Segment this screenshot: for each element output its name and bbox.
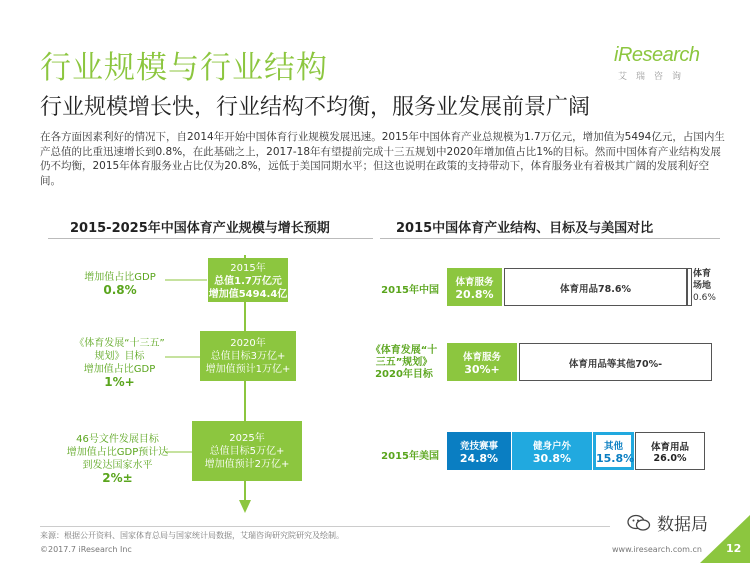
wechat-icon xyxy=(627,514,651,532)
footer-source: 来源：根据公开资料、国家体育总局与国家统计局数据，艾瑞咨询研究院研究及绘制。 xyxy=(40,531,344,540)
seg-usa-competition: 竞技赛事 24.8% xyxy=(447,432,511,470)
page-subtitle: 行业规模增长快，行业结构不均衡，服务业发展前景广阔 xyxy=(40,95,591,120)
seg-usa-other: 其他 15.8% xyxy=(593,432,634,470)
right-chart-title: 2015中国体育产业结构、目标及与美国对比 xyxy=(396,221,654,236)
step-2020-year: 2020年 xyxy=(230,338,266,349)
bar-usa-2015 xyxy=(447,432,712,470)
row-label-usa-2015: 2015年美国 xyxy=(381,451,439,462)
iresearch-logo xyxy=(614,44,710,82)
step-2015-total: 总值1.7万亿元 xyxy=(214,276,282,287)
row-label-china-2015: 2015年中国 xyxy=(381,285,439,296)
side-2020-value: 1%+ xyxy=(104,375,135,389)
bar-2020-target xyxy=(447,343,712,381)
bar-china-2015 xyxy=(447,268,716,306)
step-2020-added: 增加值预计1万亿+ xyxy=(205,364,291,375)
intro-paragraph: 在各方面因素利好的情况下，自2014年开始中国体育行业规模发展迅速。2015年中国体育产业总规模为1.7万亿元，增加值为5494亿元，占国内生产总值的比重迅速增长到0.8%，在此基础之上，2017-18年有望提前完成十三五规划中2020年增加值占比1%的目标。然而中国体育产业结构发展仍不均衡，2015年体育服务业占比仅为20.8%，远低于美国同期水平；但这也说明在政策的支持带动下，体育服务业有着极其广阔的发展利好空间。 xyxy=(40,131,725,187)
footer-url: www.iresearch.com.cn xyxy=(612,545,702,554)
side-2025-text-2: 增加值占比GDP预计达 xyxy=(66,447,169,458)
footer-divider xyxy=(40,526,610,527)
row2-label-2: 三五”规划》 xyxy=(375,357,433,368)
step-2025-year: 2025年 xyxy=(229,433,265,444)
seg-usa-fitness: 健身户外 30.8% xyxy=(512,432,592,470)
side-label-2020 xyxy=(62,337,177,389)
footer-copyright: ©2017.7 iResearch Inc xyxy=(40,545,132,554)
step-2025-added: 增加值预计2万亿+ xyxy=(204,459,290,470)
seg-usa-goods: 体育用品 26.0% xyxy=(635,432,705,470)
page-title: 行业规模与行业结构 xyxy=(40,50,328,86)
side-2025-text-3: 到发达国家水平 xyxy=(82,460,153,471)
left-title-divider xyxy=(48,238,373,239)
step-2015-year: 2015年 xyxy=(230,263,266,274)
side-2025-value: 2%± xyxy=(102,471,133,485)
side-2015-value: 0.8% xyxy=(103,283,137,297)
page-number: 12 xyxy=(726,542,742,555)
step-2015-box xyxy=(208,258,288,302)
logo-text: iResearch xyxy=(614,44,700,66)
left-chart-title: 2015-2025年中国体育产业规模与增长预期 xyxy=(70,221,330,236)
side-2025-text-1: 46号文件发展目标 xyxy=(76,434,159,445)
step-2015-added: 增加值5494.4亿 xyxy=(208,289,288,300)
logo-subtext: 艾瑞咨询 xyxy=(618,72,691,82)
side-2020-text-2: 规划》目标 xyxy=(94,351,145,362)
seg-china-service: 体育服务 20.8% xyxy=(447,268,502,306)
row2-label-3: 2020年目标 xyxy=(375,369,433,380)
seg-2020-goods: 体育用品等其他70%- xyxy=(519,343,712,381)
step-2020-total: 总值目标3万亿+ xyxy=(210,351,286,362)
step-2020-box xyxy=(200,331,296,381)
right-title-divider xyxy=(380,238,720,239)
side-label-2015 xyxy=(70,271,170,297)
side-2020-text-1: 《体育发展“十三五” xyxy=(74,338,165,349)
seg-china-venue: 体育场地 0.6% xyxy=(693,269,716,303)
wechat-account-name: 数据局 xyxy=(657,515,708,535)
page-corner-triangle xyxy=(700,515,750,563)
step-2025-total: 总值目标5万亿+ xyxy=(209,446,285,457)
row2-label-1: 《体育发展“十 xyxy=(370,345,438,356)
row-label-2020-target xyxy=(365,345,443,381)
seg-china-goods: 体育用品78.6% xyxy=(504,268,687,306)
side-2020-text-3: 增加值占比GDP xyxy=(83,364,156,375)
seg-2020-service: 体育服务 30%+ xyxy=(447,343,517,381)
side-label-2025 xyxy=(55,433,180,485)
side-2015-text: 增加值占比GDP xyxy=(84,272,156,283)
